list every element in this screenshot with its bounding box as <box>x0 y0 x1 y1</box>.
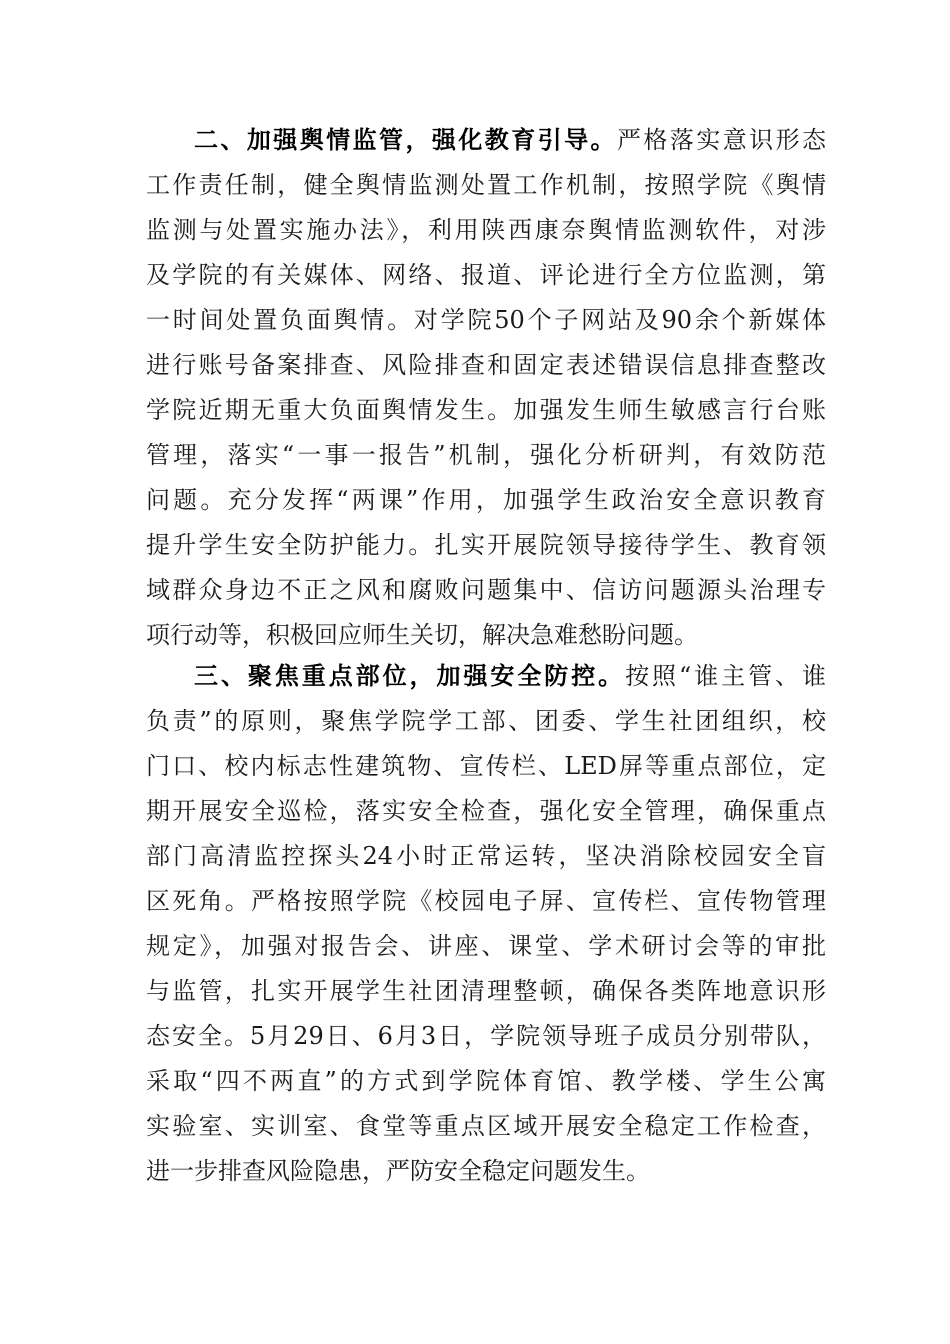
text-line: 严格落实意识形态 <box>616 126 827 154</box>
text-line: 及学院的有关媒体、网络、报道、评论进行全方位监测，第 <box>146 261 826 289</box>
text-line: 提升学生安全防护能力。扎实开展院领导接待学生、教育领 <box>146 531 826 559</box>
text-line: 进一步排查风险隐患，严防安全稳定问题发生。 <box>146 1157 650 1185</box>
text-line: 进行账号备案排查、风险排查和固定表述错误信息排查整改 <box>146 351 826 379</box>
paragraph-safety-control <box>146 654 826 1194</box>
paragraph-public-opinion <box>146 118 826 658</box>
text-line: 采取“四不两直”的方式到学院体育馆、教学楼、学生公寓 <box>146 1067 826 1095</box>
text-line: 一时间处置负面舆情。对学院50个子网站及90余个新媒体 <box>146 306 826 334</box>
text-line: 管理，落实“一事一报告”机制，强化分析研判，有效防范 <box>146 441 826 469</box>
text-line: 期开展安全巡检，落实安全检查，强化安全管理，确保重点 <box>146 797 826 825</box>
text-line: 监测与处置实施办法》，利用陕西康奈舆情监测软件，对涉 <box>146 216 826 244</box>
text-line: 部门高清监控探头24小时正常运转，坚决消除校园安全盲 <box>146 842 826 870</box>
text-line: 规定》，加强对报告会、讲座、课堂、学术研讨会等的审批 <box>146 932 826 960</box>
text-line: 与监管，扎实开展学生社团清理整顿，确保各类阵地意识形 <box>146 977 826 1005</box>
text-line: 区死角。严格按照学院《校园电子屏、宣传栏、宣传物管理 <box>146 887 826 915</box>
text-line: 学院近期无重大负面舆情发生。加强发生师生敏感言行台账 <box>146 396 826 424</box>
text-line: 负责”的原则，聚焦学院学工部、团委、学生社团组织，校 <box>146 707 826 735</box>
text-line: 按照“谁主管、谁 <box>625 662 826 690</box>
text-line: 实验室、实训室、食堂等重点区域开展安全稳定工作检查， <box>146 1112 826 1140</box>
section-heading: 三、聚焦重点部位，加强安全防控。 <box>194 662 626 690</box>
text-line: 问题。充分发挥“两课”作用，加强学生政治安全意识教育 <box>146 486 826 514</box>
text-line: 项行动等，积极回应师生关切，解决急难愁盼问题。 <box>146 621 698 649</box>
text-line: 态安全。5月29日、6月3日，学院领导班子成员分别带队， <box>146 1022 826 1050</box>
text-line: 门口、校内标志性建筑物、宣传栏、LED屏等重点部位，定 <box>146 752 826 780</box>
text-line: 域群众身边不正之风和腐败问题集中、信访问题源头治理专 <box>146 576 826 604</box>
paragraph-first-line <box>146 118 826 163</box>
text-line: 工作责任制，健全舆情监测处置工作机制，按照学院《舆情 <box>146 171 826 199</box>
section-heading: 二、加强舆情监管，强化教育引导。 <box>194 126 617 154</box>
paragraph-first-line <box>146 654 826 699</box>
